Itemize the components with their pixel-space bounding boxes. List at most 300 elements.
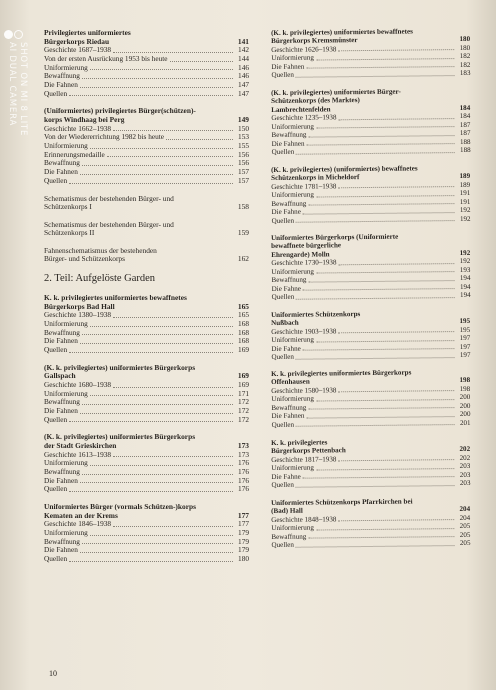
dot-leader <box>296 544 455 547</box>
toc-title-text: Uniformiertes Bürgerkorps (Uniformierte <box>271 232 399 242</box>
toc-page-number: 144 <box>238 53 249 63</box>
dot-leader <box>316 339 454 341</box>
toc-entry-label: Von der Wiedererrichtung 1982 bis heute <box>44 132 165 142</box>
dot-leader <box>69 561 233 562</box>
toc-entry <box>44 346 249 355</box>
toc-title-text: Schematismus der bestehenden Bürger- und <box>44 219 174 229</box>
dot-leader <box>82 474 233 475</box>
toc-title-text: Schützenkorps (des Marktes) Lambrechtenfelden <box>271 96 360 114</box>
toc-section <box>44 503 249 564</box>
dot-leader <box>69 183 233 184</box>
toc-page-number: 200 <box>459 393 471 402</box>
dot-leader <box>296 75 455 78</box>
toc-page-number: 192 <box>459 256 471 266</box>
toc-entry-label: Uniformierung <box>271 335 314 344</box>
toc-entry-label: Geschichte 1380–1938 <box>44 310 112 320</box>
toc-page-number: 187 <box>459 120 471 129</box>
dot-leader <box>80 174 233 175</box>
toc-page-number: 180 <box>459 35 471 44</box>
toc-page-number: 205 <box>459 538 471 547</box>
toc-title-text: Uniformiertes Schützenkorps Pfarrkirchen bei <box>271 497 413 507</box>
toc-entry-label: Bewaffnung <box>271 130 307 140</box>
toc-page-number: 157 <box>238 175 249 185</box>
toc-page-number: 189 <box>459 180 471 189</box>
toc-entry-title <box>271 163 470 173</box>
toc-page-number: 205 <box>459 521 471 530</box>
toc-entry-label: Quellen <box>271 71 294 80</box>
toc-section <box>44 364 249 425</box>
toc-entry-label: Die Fahnen <box>44 80 78 89</box>
toc-page-number: 197 <box>459 342 471 351</box>
toc-section <box>44 107 249 185</box>
toc-page-number: 141 <box>237 36 249 46</box>
camera-watermark <box>2 20 28 230</box>
watermark-line1: SHOT ON MI 8 LITE <box>18 42 28 137</box>
section-heading: 2. Teil: Aufgelöste Garden <box>44 273 156 285</box>
toc-page-number: 176 <box>238 475 249 485</box>
dot-leader <box>316 271 454 273</box>
toc-page-number: 203 <box>459 470 471 479</box>
toc-entry-label: Erinnerungsmedaille <box>44 149 105 159</box>
dot-leader <box>303 348 455 351</box>
toc-entry-label: Uniformierung <box>271 463 314 472</box>
toc-page-number: 194 <box>459 273 471 283</box>
toc-title-text: Fahnenschematismus der bestehenden <box>44 245 157 255</box>
toc-entry <box>44 168 249 177</box>
dot-leader <box>113 526 233 527</box>
toc-entry-label: Bewaffnung <box>44 71 80 81</box>
toc-right-part <box>271 29 470 549</box>
toc-page-number: 201 <box>459 419 471 428</box>
toc-title-text: (K. k. privilegiertes) (uniformiertes) bewaffnetes <box>271 163 418 174</box>
dot-leader <box>80 552 233 553</box>
toc-page-number: 150 <box>238 123 249 133</box>
dot-leader <box>308 280 454 283</box>
dot-leader <box>316 468 454 470</box>
toc-page-number: 192 <box>459 214 471 223</box>
toc-page-number: 173 <box>238 449 249 459</box>
toc-title-text: (Bad) Hall <box>271 506 303 515</box>
dot-leader <box>69 491 233 492</box>
toc-title-text: Schematismus der bestehenden Bürger- und <box>44 193 174 203</box>
dot-leader <box>90 465 233 466</box>
dot-leader <box>316 527 454 529</box>
toc-page-number: 197 <box>459 350 471 359</box>
toc-page-number: 159 <box>237 228 249 238</box>
toc-entry-label: Uniformierung <box>271 53 314 63</box>
toc-section <box>44 195 249 212</box>
dot-leader <box>296 485 455 488</box>
toc-page-number: 169 <box>237 371 249 381</box>
toc-entry-label: Quellen <box>271 292 295 302</box>
toc-entry-label: Uniformierung <box>44 528 88 538</box>
toc-title-text: bewaffnete bürgerliche Ehrengarde) Molln <box>271 241 342 259</box>
dot-leader <box>69 352 233 353</box>
toc-entry-title <box>44 255 249 264</box>
toc-page-number: 195 <box>459 325 471 334</box>
toc-page-number: 156 <box>238 149 249 159</box>
dot-leader <box>82 404 233 405</box>
toc-page-number: 193 <box>459 265 471 274</box>
toc-page-number: 197 <box>459 333 471 342</box>
toc-entry-label: Geschichte 1613–1938 <box>44 449 112 459</box>
toc-entry-label: Bewaffnung <box>44 536 80 546</box>
toc-entry <box>44 81 249 90</box>
toc-entry-label: Geschichte 1662–1938 <box>44 123 112 133</box>
toc-page-number: 180 <box>459 43 471 52</box>
toc-title-text: Privilegiertes uniformiertes Bürgerkorps Riedau <box>44 28 131 46</box>
toc-title-text: (K. k. privilegiertes) uniformiertes Bürgerkorps <box>44 432 196 442</box>
toc-entry <box>44 177 249 186</box>
toc-entry-label: Quellen <box>44 554 68 564</box>
dot-leader <box>82 78 233 79</box>
toc-section <box>271 368 471 429</box>
toc-page-number: 184 <box>459 103 471 112</box>
toc-section <box>271 163 471 224</box>
toc-entry-label: Geschichte 1580–1938 <box>271 386 337 396</box>
toc-section <box>271 87 471 157</box>
toc-page-number: 188 <box>459 145 471 155</box>
toc-entry-label: Quellen <box>271 540 294 549</box>
dot-leader <box>338 519 454 521</box>
toc-page-number: 165 <box>237 301 249 311</box>
toc-entry-label: Die Fahnen <box>44 475 78 485</box>
toc-entry-label: Uniformierung <box>44 388 88 398</box>
toc-entry <box>271 351 470 362</box>
toc-entry-label: Quellen <box>44 175 68 185</box>
toc-left-part2 <box>44 294 249 564</box>
toc-entry-label: Geschichte 1687–1938 <box>44 45 112 55</box>
dot-leader <box>69 421 233 422</box>
toc-title-text: Schützenkorps in Micheldorf <box>271 173 360 182</box>
toc-entry-title <box>44 29 249 46</box>
page-number: 10 <box>49 669 57 678</box>
toc-page-number: 188 <box>459 137 471 146</box>
toc-entry-label: Bewaffnung <box>44 467 80 477</box>
dot-leader <box>80 87 233 88</box>
toc-page-number: 183 <box>459 69 471 78</box>
toc-title-text: der Stadt Grieskirchen <box>44 441 117 451</box>
toc-page-number: 172 <box>238 414 249 424</box>
toc-entry-label: Bewaffnung <box>44 397 80 407</box>
dot-leader <box>170 61 234 62</box>
toc-entry <box>44 407 249 416</box>
toc-page-number: 147 <box>238 80 249 89</box>
toc-entry <box>44 416 249 425</box>
toc-title-text: Offenhausen <box>271 378 310 387</box>
toc-page-number: 202 <box>459 453 471 462</box>
toc-entry-label: Geschichte 1848–1938 <box>271 514 337 524</box>
toc-entry-label: Uniformierung <box>271 190 314 199</box>
toc-section <box>44 221 249 238</box>
dot-leader <box>113 456 233 457</box>
toc-entry-label: Uniformierung <box>271 122 314 131</box>
toc-title-text: K. k. privilegiertes uniformiertes Bürgerkorps <box>271 368 412 379</box>
toc-title-text: Gallspach <box>44 371 76 381</box>
dot-leader <box>306 66 454 69</box>
toc-entry <box>44 555 249 564</box>
toc-entry-label: Geschichte 1817–1938 <box>271 454 337 464</box>
toc-entry-title <box>271 437 470 456</box>
toc-entry-label: Bewaffnung <box>44 158 80 168</box>
toc-page-number: 142 <box>238 45 249 55</box>
toc-section <box>271 308 471 361</box>
dot-leader <box>113 317 233 318</box>
toc-title-text: Bürgerkorps Bad Hall <box>44 301 115 311</box>
toc-entry-label: Geschichte 1903–1938 <box>271 326 337 336</box>
dot-leader <box>82 543 233 544</box>
toc-page-number: 195 <box>459 316 471 325</box>
toc-left-part1 <box>44 29 249 264</box>
camera-logo-icon <box>4 24 24 43</box>
toc-page-number: 156 <box>238 158 249 168</box>
toc-entry-title <box>271 308 470 327</box>
toc-page-number: 169 <box>238 379 249 389</box>
toc-entry-label: Die Fahnen <box>44 545 78 555</box>
toc-entry-label: Bewaffnung <box>271 531 307 541</box>
dot-leader <box>339 118 455 120</box>
dot-leader <box>338 459 454 461</box>
toc-page-number: 172 <box>238 397 249 407</box>
toc-page-number: 200 <box>459 410 471 419</box>
toc-page-number: 191 <box>459 188 471 197</box>
dot-leader <box>308 203 454 206</box>
toc-entry-label: Die Fahnen <box>271 139 305 148</box>
toc-entry-label: Geschichte 1680–1938 <box>44 379 112 389</box>
toc-title-text: (K. k. privilegiertes) uniformiertes bewaffnetes <box>271 27 413 37</box>
toc-entry-label: Quellen <box>271 480 294 489</box>
toc-entry <box>272 214 471 225</box>
toc-entry-label: Die Fahne <box>271 284 301 293</box>
toc-entry-label: Bewaffnung <box>271 275 307 285</box>
dot-leader <box>113 130 233 131</box>
dot-leader <box>303 211 455 214</box>
toc-title-text: Kematen an der Krems <box>44 510 118 520</box>
toc-title-text: Uniformiertes Schützenkorps Nußbach <box>271 309 361 327</box>
toc-page-number: 204 <box>459 513 471 522</box>
toc-entry-title <box>44 203 249 212</box>
toc-entry-label: Die Fahne <box>271 344 301 353</box>
toc-page-number: 182 <box>459 52 471 61</box>
toc-entry-label: Die Fahnen <box>44 167 78 177</box>
dot-leader <box>90 326 233 327</box>
dot-leader <box>82 165 233 166</box>
toc-entry-label: Bewaffnung <box>271 403 307 413</box>
dot-leader <box>90 535 233 536</box>
toc-entry-label: Von der ersten Ausrückung 1953 bis heute <box>44 53 168 63</box>
dot-leader <box>107 156 233 157</box>
dot-leader <box>296 297 455 300</box>
dot-leader <box>80 343 233 344</box>
toc-page-number: 179 <box>238 536 249 546</box>
toc-page-number: 146 <box>238 62 249 72</box>
dot-leader <box>303 288 455 291</box>
toc-entry <box>44 485 249 494</box>
dot-leader <box>303 476 455 479</box>
toc-page-number: 200 <box>459 402 471 411</box>
dot-leader <box>113 52 233 53</box>
toc-entry <box>272 419 471 430</box>
toc-entry <box>44 477 249 486</box>
toc-entry-label: Quellen <box>271 147 295 157</box>
toc-entry-label: Geschichte 1781–1938 <box>271 181 337 191</box>
dot-leader <box>316 58 454 60</box>
toc-entry-label: Geschichte 1235–1938 <box>271 113 337 123</box>
toc-page-number: 162 <box>237 254 249 264</box>
toc-entry-label: Die Fahnen <box>271 62 305 71</box>
dot-leader <box>296 220 455 223</box>
toc-title-text: K. k. privilegiertes Bürgerkorps Pettenbach <box>271 438 346 456</box>
toc-title-text: Schützenkorps I <box>44 202 92 212</box>
dot-leader <box>296 356 455 359</box>
toc-page-number: 198 <box>459 385 471 394</box>
toc-entry-label: Uniformierung <box>271 395 314 404</box>
toc-section <box>271 27 471 80</box>
dot-leader <box>166 139 233 140</box>
dot-leader <box>316 126 454 128</box>
toc-page-number: 171 <box>238 388 249 398</box>
dot-leader <box>69 95 233 96</box>
toc-page-number: 179 <box>238 528 249 538</box>
toc-page-number: 189 <box>459 171 471 180</box>
toc-page-number: 194 <box>459 290 471 300</box>
dot-leader <box>296 152 455 155</box>
toc-page-number: 176 <box>238 484 249 494</box>
toc-entry-label: Die Fahnen <box>44 336 78 346</box>
dot-leader <box>90 395 233 396</box>
toc-page-number: 149 <box>237 115 249 124</box>
toc-page-number: 155 <box>238 141 249 150</box>
toc-section <box>271 437 471 490</box>
toc-page-number: 153 <box>238 132 249 142</box>
toc-page-number: 168 <box>238 327 249 337</box>
toc-title-text: Bürgerkorps Kremsmünster <box>271 36 358 46</box>
toc-page-number: 191 <box>459 197 471 206</box>
dot-leader <box>308 536 454 539</box>
toc-page-number: 194 <box>459 282 471 291</box>
dot-leader <box>306 143 454 146</box>
toc-entry-label: Quellen <box>271 352 294 361</box>
toc-page-number: 192 <box>459 248 471 257</box>
toc-section <box>271 496 471 549</box>
toc-entry-label: Die Fahnen <box>271 412 305 421</box>
toc-page-number: 168 <box>238 318 249 328</box>
toc-entry-label: Bewaffnung <box>44 327 80 337</box>
toc-page-number: 192 <box>459 205 471 214</box>
toc-entry-label: Quellen <box>44 88 68 98</box>
toc-right-column <box>271 29 470 558</box>
toc-title-text: (K. k. privilegiertes) uniformiertes Bürgerkorps <box>44 362 196 372</box>
toc-entry-label: Geschichte 1846–1938 <box>44 519 112 529</box>
toc-page-number: 173 <box>237 441 249 451</box>
toc-page-number: 203 <box>459 478 471 488</box>
toc-entry-label: Quellen <box>271 420 295 430</box>
toc-title-text: korps Windhaag bei Perg <box>44 115 125 124</box>
toc-entry <box>271 479 470 490</box>
dot-leader <box>296 425 455 428</box>
toc-page-number: 169 <box>238 345 249 355</box>
toc-entry-label: Quellen <box>44 484 68 494</box>
dot-leader <box>338 331 454 333</box>
toc-entry-label: Uniformierung <box>271 267 314 276</box>
toc-entry-title <box>271 240 470 259</box>
dot-leader <box>338 49 454 51</box>
dot-leader <box>80 482 233 483</box>
toc-page-number: 176 <box>238 458 249 468</box>
toc-page-number: 204 <box>459 504 471 513</box>
toc-entry-label: Quellen <box>44 345 68 355</box>
toc-entry-label: Die Fahnen <box>44 406 78 416</box>
dot-leader <box>113 387 233 388</box>
dot-leader <box>82 334 233 335</box>
toc-page-number: 168 <box>238 336 249 346</box>
toc-title-text: (K. k. privilegiertes) uniformiertes Bürger- <box>271 87 401 97</box>
toc-entry-label: Uniformierung <box>44 318 88 328</box>
toc-entry <box>44 337 249 346</box>
toc-page-number: 157 <box>238 167 249 177</box>
toc-title-text: Schützenkorps II <box>44 228 95 238</box>
toc-entry <box>272 291 471 302</box>
toc-entry <box>44 546 249 555</box>
toc-page-number: 180 <box>238 554 249 564</box>
toc-entry-label: Bewaffnung <box>271 198 307 208</box>
toc-page-number: 158 <box>237 202 249 212</box>
toc-left-column <box>44 29 249 573</box>
toc-page-number: 179 <box>238 545 249 555</box>
toc-section <box>44 294 249 355</box>
toc-title-text: (Uniformiertes) privilegiertes Bürger(schützen)- <box>44 106 196 116</box>
toc-page-number: 172 <box>238 406 249 416</box>
toc-entry-title <box>271 496 470 506</box>
toc-title-text: K. k. privilegiertes uniformiertes bewaffnetes <box>44 293 187 303</box>
toc-page-number: 177 <box>238 519 249 529</box>
toc-page-number: 184 <box>459 111 471 121</box>
toc-entry-title <box>44 229 249 238</box>
toc-page-number: 182 <box>459 60 471 69</box>
toc-entry <box>44 90 249 99</box>
dot-leader <box>338 186 454 188</box>
toc-page-number: 146 <box>238 71 249 81</box>
toc-page-number: 198 <box>459 376 471 385</box>
watermark-line2: AI DUAL CAMERA <box>7 42 17 127</box>
toc-entry-label: Geschichte 1730–1938 <box>271 258 337 268</box>
toc-entry-label: Uniformierung <box>44 62 88 72</box>
toc-entry-title <box>271 95 470 114</box>
toc-page-number: 176 <box>238 467 249 477</box>
dot-leader <box>90 69 233 70</box>
toc-title-text: Bürger- und Schützenkorps <box>44 254 125 264</box>
toc-entry-label: Uniformierung <box>44 458 88 468</box>
dot-leader <box>316 194 454 196</box>
dot-leader <box>80 413 233 414</box>
toc-entry-label: Uniformierung <box>271 523 314 532</box>
toc-entry-label: Quellen <box>44 414 68 424</box>
toc-page-number: 205 <box>459 530 471 539</box>
toc-section <box>44 433 249 494</box>
dot-leader <box>308 135 454 138</box>
toc-page-number: 165 <box>238 310 249 320</box>
toc-entry-label: Die Fahne <box>271 207 301 216</box>
toc-section <box>44 247 249 264</box>
toc-entry-label: Die Fahne <box>271 472 301 481</box>
toc-page-number: 203 <box>459 461 471 471</box>
toc-entry-label: Geschichte 1626–1938 <box>271 45 337 54</box>
dot-leader <box>90 148 233 149</box>
toc-page-number: 187 <box>459 128 471 138</box>
toc-section <box>44 29 249 98</box>
toc-page-number: 202 <box>459 445 471 454</box>
toc-entry-label: Uniformierung <box>44 141 88 150</box>
